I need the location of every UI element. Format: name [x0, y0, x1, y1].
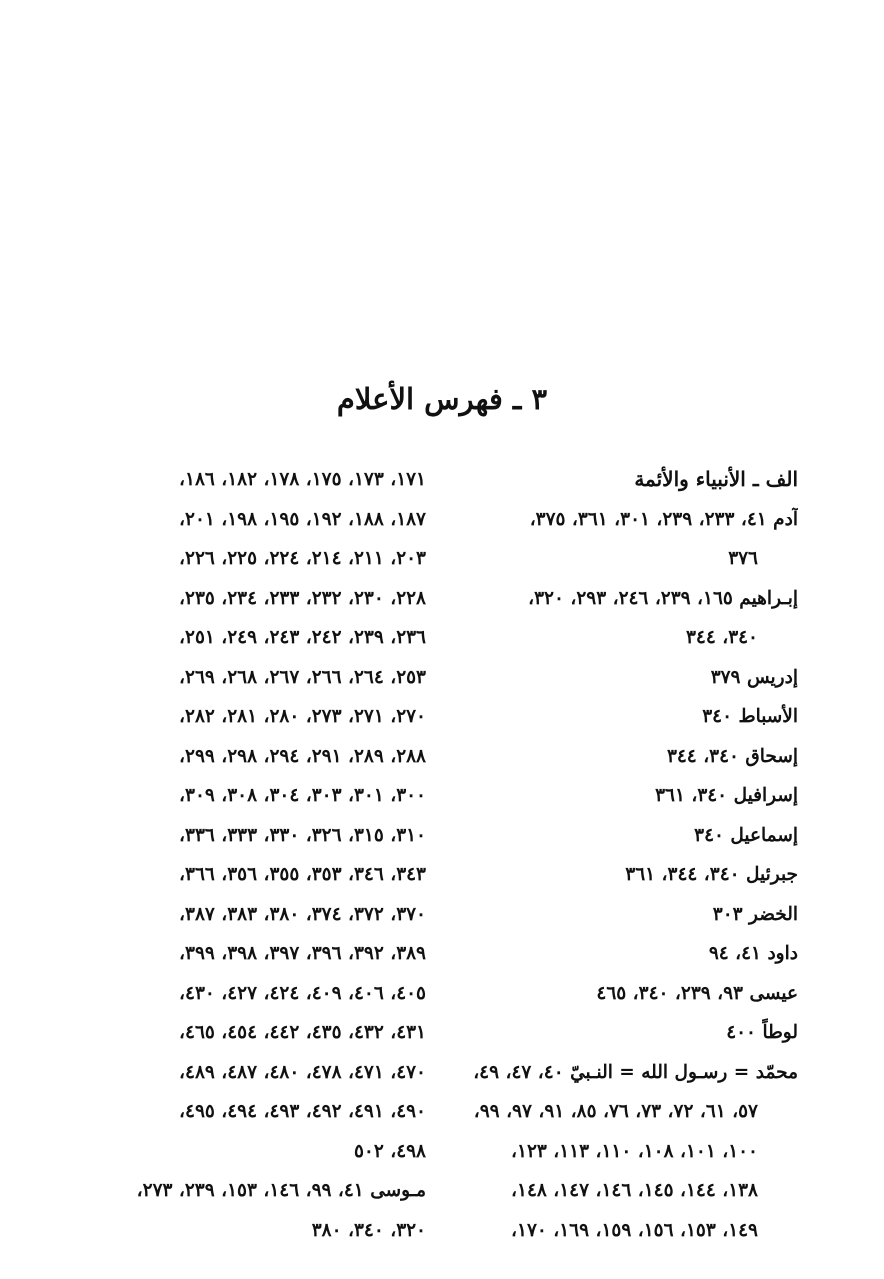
- index-column-right: [458, 460, 798, 1250]
- index-entry-line: إسماعيل ٣٤٠: [694, 824, 798, 846]
- index-entry-line: داود ٤١، ٩٤: [708, 943, 798, 964]
- index-entry-line: ٣١٠، ٣١٥، ٣٢٦، ٣٣٠، ٣٣٣، ٣٣٦،: [179, 824, 426, 846]
- page-title: ٣ ـ فهرس الأعلام: [336, 382, 548, 416]
- index-entry-line: لوطاً ٤٠٠: [726, 1022, 798, 1043]
- index-entry-line: ٢٣٦، ٢٣٩، ٢٤٢، ٢٤٣، ٢٤٩، ٢٥١،: [179, 627, 426, 648]
- index-entry-line: ٢٧٠، ٢٧١، ٢٧٣، ٢٨٠، ٢٨١، ٢٨٢،: [179, 706, 426, 727]
- index-entry-line: جبرئيل ٣٤٠، ٣٤٤، ٣٦١: [625, 864, 798, 885]
- index-entry-line: آدم ٤١، ٢٣٣، ٢٣٩، ٣٠١، ٣٦١، ٣٧٥،: [529, 508, 798, 530]
- index-entry-line: ٥٧، ٦١، ٧٢، ٧٣، ٧٦، ٨٥، ٩١، ٩٧، ٩٩،: [473, 1101, 758, 1122]
- index-entry-line: ٣٧٠، ٣٧٢، ٣٧٤، ٣٨٠، ٣٨٣، ٣٨٧،: [179, 903, 426, 925]
- index-entry-line: ١٨٧، ١٨٨، ١٩٢، ١٩٥، ١٩٨، ٢٠١،: [179, 508, 426, 530]
- index-entry-line: عيسى ٩٣، ٢٣٩، ٣٤٠، ٤٦٥: [596, 982, 798, 1004]
- index-entry-line: إدريس ٣٧٩: [710, 666, 798, 688]
- index-entry-line: ٢٨٨، ٢٨٩، ٢٩١، ٢٩٤، ٢٩٨، ٢٩٩،: [179, 745, 426, 767]
- index-entry-line: ١٧١، ١٧٣، ١٧٥، ١٧٨، ١٨٢، ١٨٦،: [179, 469, 426, 490]
- index-entry-line: ٤٩٨، ٥٠٢: [353, 1140, 426, 1162]
- index-entry-line: ٣٤٠، ٣٤٤: [685, 627, 758, 648]
- index-entry-line: ٣٧٦: [728, 548, 758, 569]
- index-entry-line: إبـراهيم ١٦٥، ٢٣٩، ٢٤٦، ٢٩٣، ٣٢٠،: [528, 587, 798, 609]
- index-entry-line: ٣٤٣، ٣٤٦، ٣٥٣، ٣٥٥، ٣٥٦، ٣٦٦،: [179, 864, 426, 885]
- index-entry-line: إسحاق ٣٤٠، ٣٤٤: [666, 745, 798, 767]
- index-entry-line: ١٠٠، ١٠١، ١٠٨، ١١٠، ١١٣، ١٢٣،: [511, 1140, 758, 1162]
- index-entry-line: الخضر ٣٠٣: [712, 903, 798, 925]
- index-entry-line: ٣٨٩، ٣٩٢، ٣٩٦، ٣٩٧، ٣٩٨، ٣٩٩،: [179, 943, 426, 964]
- index-entry-line: ٢٢٨، ٢٣٠، ٢٣٢، ٢٣٣، ٢٣٤، ٢٣٥،: [179, 587, 426, 609]
- index-column-left: [86, 460, 426, 1250]
- index-entry-line: ٢٥٣، ٢٦٤، ٢٦٦، ٢٦٧، ٢٦٨، ٢٦٩،: [179, 666, 426, 688]
- index-entry-line: إسرافيل ٣٤٠، ٣٦١: [655, 785, 798, 806]
- index-entry-line: ٣٢٠، ٣٤٠، ٣٨٠: [311, 1219, 426, 1241]
- index-entry-line: ٤٧٠، ٤٧١، ٤٧٨، ٤٨٠، ٤٨٧، ٤٨٩،: [179, 1061, 426, 1083]
- index-entry-line: ٤٩٠، ٤٩١، ٤٩٢، ٤٩٣، ٤٩٤، ٤٩٥،: [179, 1101, 426, 1122]
- index-entry-line: مـوسى ٤١، ٩٩، ١٤٦، ١٥٣، ٢٣٩، ٢٧٣،: [136, 1180, 426, 1201]
- index-entry-line: ٢٠٣، ٢١١، ٢١٤، ٢٢٤، ٢٢٥، ٢٢٦،: [179, 548, 426, 569]
- section-heading: الف ـ الأنبياء والأئمة: [634, 467, 798, 491]
- index-entry-line: ٤٠٥، ٤٠٦، ٤٠٩، ٤٢٤، ٤٢٧، ٤٣٠،: [179, 982, 426, 1004]
- index-entry-line: محمّد = رسـول الله = النـبيّ ٤٠، ٤٧، ٤٩،: [473, 1061, 798, 1083]
- index-entry-line: ٤٣١، ٤٣٢، ٤٣٥، ٤٤٢، ٤٥٤، ٤٦٥،: [179, 1022, 426, 1043]
- index-entry-line: ١٤٩، ١٥٣، ١٥٦، ١٥٩، ١٦٩، ١٧٠،: [511, 1219, 758, 1241]
- index-entry-line: ٣٠٠، ٣٠١، ٣٠٣، ٣٠٤، ٣٠٨، ٣٠٩،: [179, 785, 426, 806]
- index-entry-line: الأسباط ٣٤٠: [702, 706, 798, 727]
- index-entry-line: ١٣٨، ١٤٤، ١٤٥، ١٤٦، ١٤٧، ١٤٨،: [511, 1180, 758, 1201]
